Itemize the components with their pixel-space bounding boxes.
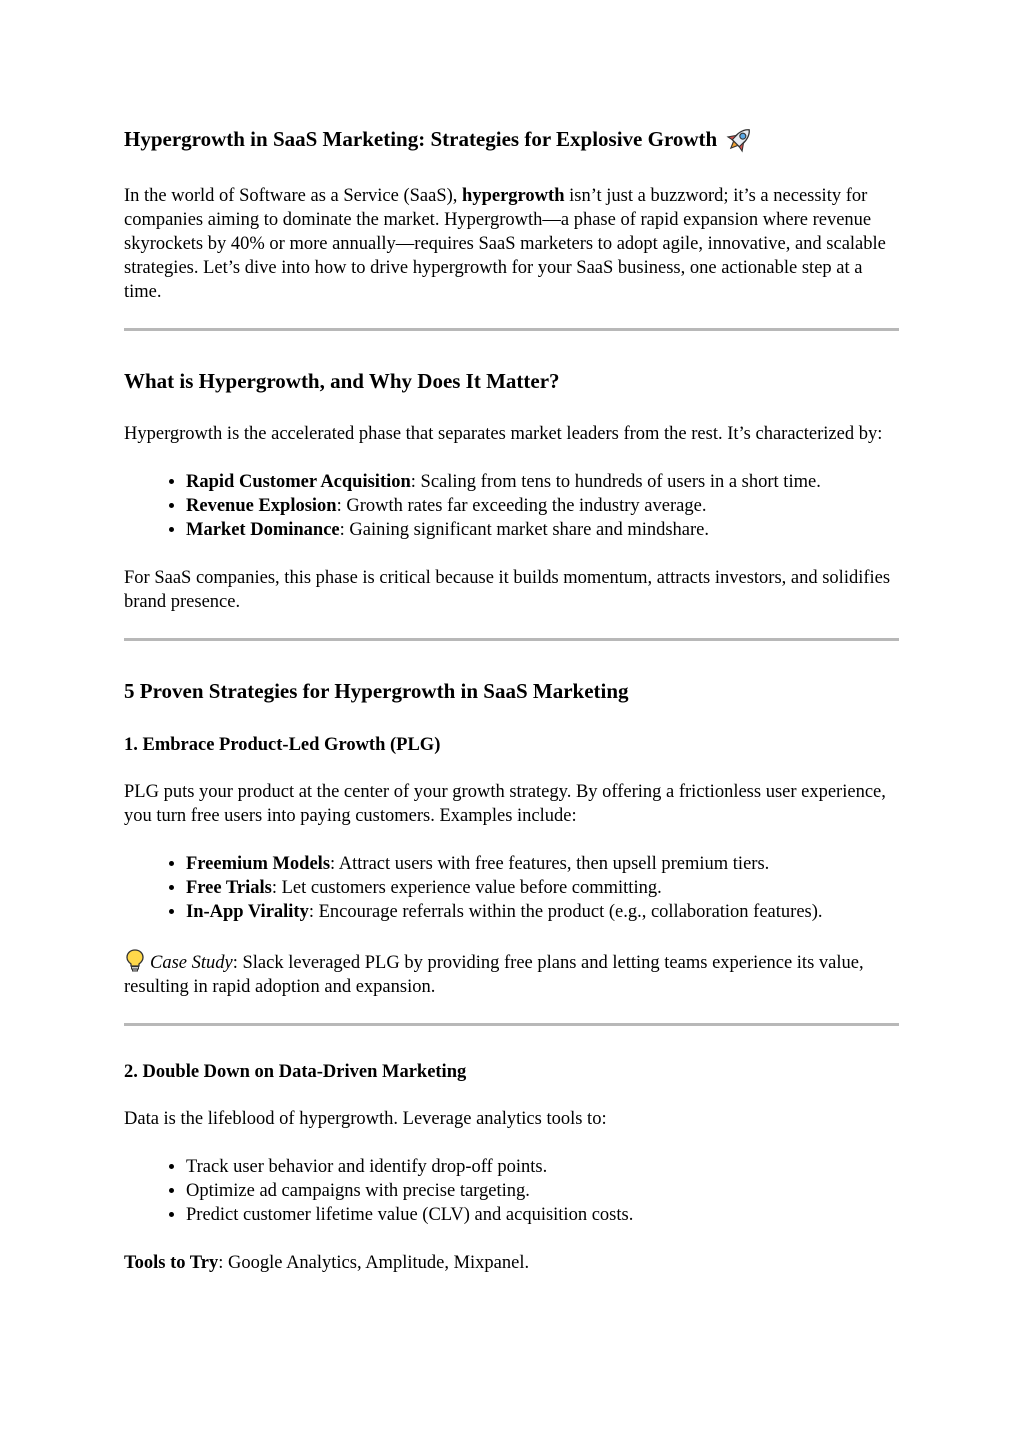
list-item [186,470,899,494]
list-item-term: Free Trials [186,878,272,898]
section-divider [124,328,899,331]
list-item-term: In-App Virality [186,902,309,922]
list-item: • Optimize ad campaigns with precise targeting. [186,1179,899,1203]
section1-heading: What is Hypergrowth, and Why Does It Matter? [124,369,560,393]
list-item-desc: : Attract users with free features, then upsell premium tiers. [330,854,770,874]
section-divider [124,638,899,641]
case-study-label: Case Study [150,953,233,973]
document-title [124,122,899,156]
strategy1-lead: PLG puts your product at the center of your growth strategy. By offering a frictionless user experience, you turn free users into paying customers. Examples include: [124,782,886,826]
list-item-term: Revenue Explosion [186,496,337,516]
strategy2-list [124,1155,899,1227]
list-item: • Predict customer lifetime value (CLV) and acquisition costs. [186,1203,899,1227]
list-item [186,518,899,542]
intro-text-end: isn’t just a buzzword; it’s a necessity for companies aiming to dominate the market. Hypergrowth—a phase of rapid expansion where revenue skyrockets by 40% or more annually—requires SaaS marketers to adopt agile, innovative, and scalable strategies. Let’s dive into how to drive hypergrowth for your SaaS business, one actionable step at a time. [124,186,886,302]
case-study-text: : Slack leveraged PLG by providing free plans and letting teams experience its value, resulting in rapid adoption and expansion. [124,953,864,997]
section1-lead: Hypergrowth is the accelerated phase that separates market leaders from the rest. It’s characterized by: [124,424,883,444]
list-item-desc: : Scaling from tens to hundreds of users in a short time. [410,472,821,492]
list-item-desc: : Encourage referrals within the product (e.g., collaboration features). [308,902,823,922]
strategy2-lead: Data is the lifeblood of hypergrowth. Leverage analytics tools to: [124,1109,607,1129]
tools-text: : Google Analytics, Amplitude, Mixpanel. [218,1253,530,1273]
section-divider [124,1023,899,1026]
intro-text-start: In the world of Software as a Service (SaaS), [124,186,463,206]
intro-bold-term: hypergrowth [462,186,565,206]
list-item: • Track user behavior and identify drop-off points. [186,1155,899,1179]
intro-paragraph [124,184,899,304]
section1-closing: For SaaS companies, this phase is critical because it builds momentum, attracts investors, and solidifies brand presence. [124,568,891,612]
strategy1-list [124,852,899,924]
list-item-desc: : Gaining significant market share and mindshare. [339,520,710,540]
strategy1-heading: 1. Embrace Product-Led Growth (PLG) [124,735,441,755]
list-item-term: Rapid Customer Acquisition [186,472,411,492]
list-item [186,852,899,876]
list-item-term: Freemium Models [186,854,331,874]
list-item [186,494,899,518]
light-bulb-icon [124,948,146,972]
section1-list [124,470,899,542]
tools-paragraph [124,1251,899,1275]
case-study-paragraph [124,948,899,999]
list-item-term: Market Dominance [186,520,340,540]
list-item [186,900,899,924]
strategy2-heading: 2. Double Down on Data-Driven Marketing [124,1062,467,1082]
list-item-desc: : Growth rates far exceeding the industry average. [336,496,707,516]
rocket-icon [725,124,755,154]
tools-label: Tools to Try [124,1253,219,1273]
document-title-text: Hypergrowth in SaaS Marketing: Strategies for Explosive Growth [124,127,718,151]
section2-heading: 5 Proven Strategies for Hypergrowth in SaaS Marketing [124,679,629,703]
list-item-desc: : Let customers experience value before committing. [271,878,662,898]
list-item [186,876,899,900]
